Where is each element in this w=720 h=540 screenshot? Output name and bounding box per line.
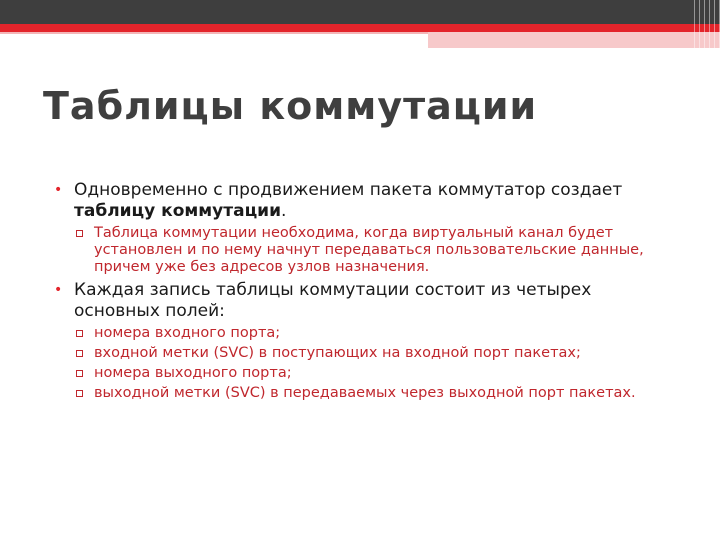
header-band-pink-left [0,32,428,34]
sub-item [74,365,670,382]
bullet-item-1 [50,180,670,276]
sub-item [74,345,670,362]
bullet-item-2-text: Каждая запись таблицы коммутации состоит из четырех основных полей: [74,280,592,321]
sub-item-text: номера входного порта; [94,325,281,341]
sub-list-2 [74,325,670,402]
square-bullet-icon [76,390,83,397]
sub-item-text: номера выходного порта; [94,365,292,381]
square-bullet-icon [76,230,83,237]
header-band-red [0,24,720,32]
header-band-dark [0,0,720,24]
square-bullet-icon [76,370,83,377]
sub-item-text: выходной метки (SVC) в передаваемых через выходной порт пакетах. [94,385,636,401]
slide-title: Таблицы коммутации [43,84,538,128]
bullet-dot-icon: • [54,282,63,298]
sub-item-text: входной метки (SVC) в поступающих на входной порт пакетах; [94,345,581,361]
bullet-item-2 [50,280,670,402]
sub-item [74,385,670,402]
sub-item-text: Таблица коммутации необходима, когда виртуальный канал будет установлен и по нему начнут передаваться пользовательские данные, причем уже без адресов узлов назначения. [94,225,644,275]
bullet-dot-icon: • [54,182,63,198]
square-bullet-icon [76,330,83,337]
sub-list-1 [74,225,670,276]
bullet-item-1-bold: таблицу коммутации [74,201,281,221]
sub-item [74,325,670,342]
square-bullet-icon [76,350,83,357]
header-stripes [690,0,720,48]
bullet-item-1-end: . [281,201,287,221]
bullet-list [50,180,670,406]
bullet-item-1-text: Одновременно с продвижением пакета коммутатор создает [74,180,623,200]
header-band-pink-right [428,32,720,48]
sub-item [74,225,670,276]
